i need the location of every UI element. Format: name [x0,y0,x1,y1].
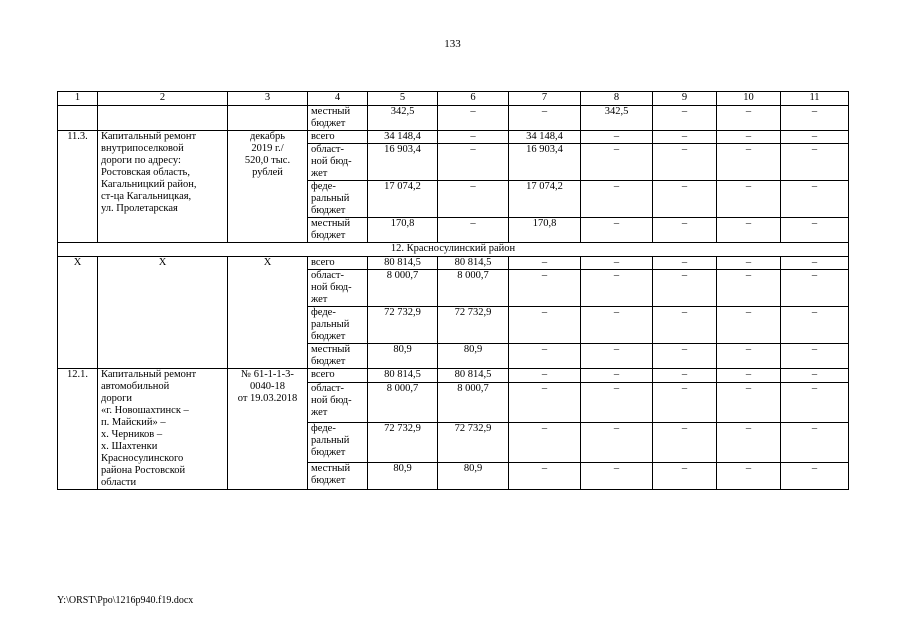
header-row [58,92,849,106]
value-cell: – [509,307,581,344]
header-cell-6: 6 [438,92,509,106]
value-cell: – [653,106,717,131]
value-cell: – [653,369,717,383]
value-cell: – [438,218,509,243]
value-cell: 17 074,2 [368,181,438,218]
file-path-footer: Y:\ORST\Ppo\1216p940.f19.docx [57,595,194,606]
value-cell: – [509,462,581,489]
budget-type-cell: местный бюджет [308,344,368,369]
value-cell: 170,8 [368,218,438,243]
value-cell: – [581,369,653,383]
table-row [58,369,849,383]
value-cell: – [653,270,717,307]
header-cell-8: 8 [581,92,653,106]
value-cell: – [717,131,781,144]
value-cell: 80 814,5 [368,369,438,383]
value-cell: – [717,369,781,383]
value-cell: – [781,307,849,344]
header-cell-2: 2 [98,92,228,106]
value-cell: – [717,181,781,218]
value-cell: – [781,218,849,243]
budget-type-cell: област- ной бюд- жет [308,383,368,423]
budget-type-cell: феде- ральный бюджет [308,181,368,218]
value-cell: – [581,423,653,463]
value-cell: – [717,106,781,131]
value-cell: – [438,131,509,144]
header-cell-9: 9 [653,92,717,106]
value-cell: – [717,218,781,243]
budget-table [57,91,849,490]
value-cell: – [509,106,581,131]
value-cell: – [653,344,717,369]
page-number: 133 [444,38,461,50]
value-cell: – [717,257,781,270]
value-cell: 80 814,5 [438,369,509,383]
value-cell: 16 903,4 [509,144,581,181]
budget-type-cell: местный бюджет [308,462,368,489]
value-cell: – [781,270,849,307]
value-cell: – [717,144,781,181]
item-number-cell: Х [58,257,98,369]
section-title: 12. Красносулинский район [58,243,849,257]
item-name-cell: Капитальный ремонт автомобильной дороги «г. Новошахтинск – п. Майский» – х. Черников – х. Шахтенки Красносулинского района Ростовской области [98,369,228,490]
value-cell: – [581,462,653,489]
value-cell: – [781,369,849,383]
header-cell-10: 10 [717,92,781,106]
value-cell: – [653,218,717,243]
budget-type-cell: всего [308,257,368,270]
value-cell: – [653,131,717,144]
budget-type-cell: всего [308,131,368,144]
header-cell-1: 1 [58,92,98,106]
value-cell: – [781,344,849,369]
value-cell: – [581,307,653,344]
header-cell-3: 3 [228,92,308,106]
value-cell: 80 814,5 [368,257,438,270]
value-cell: 34 148,4 [509,131,581,144]
value-cell: – [781,462,849,489]
value-cell: – [717,344,781,369]
budget-type-cell: всего [308,369,368,383]
value-cell: – [653,423,717,463]
value-cell: 34 148,4 [368,131,438,144]
header-cell-11: 11 [781,92,849,106]
header-cell-4: 4 [308,92,368,106]
table-row [58,257,849,270]
value-cell: – [781,181,849,218]
value-cell: – [717,383,781,423]
value-cell: – [438,181,509,218]
value-cell: – [509,383,581,423]
value-cell: – [717,307,781,344]
value-cell: 72 732,9 [368,307,438,344]
value-cell: – [781,131,849,144]
value-cell: – [717,423,781,463]
header-cell-5: 5 [368,92,438,106]
value-cell: 17 074,2 [509,181,581,218]
value-cell: 8 000,7 [368,383,438,423]
value-cell: 342,5 [368,106,438,131]
budget-type-cell: местный бюджет [308,106,368,131]
item-date-cell: № 61-1-1-3- 0040-18 от 19.03.2018 [228,369,308,490]
table-row [58,131,849,144]
table-row [58,106,849,131]
value-cell: – [653,257,717,270]
value-cell: 80 814,5 [438,257,509,270]
budget-type-cell: местный бюджет [308,218,368,243]
value-cell: – [581,270,653,307]
value-cell: – [509,270,581,307]
value-cell: – [781,257,849,270]
empty-cell [58,106,98,131]
value-cell: – [653,181,717,218]
empty-cell [98,106,228,131]
empty-cell [228,106,308,131]
value-cell: – [581,257,653,270]
value-cell: – [438,106,509,131]
item-date-cell: декабрь 2019 г./ 520,0 тыс. рублей [228,131,308,243]
item-date-cell: Х [228,257,308,369]
value-cell: 8 000,7 [368,270,438,307]
value-cell: – [509,369,581,383]
value-cell: – [438,144,509,181]
value-cell: 80,9 [368,462,438,489]
value-cell: – [509,344,581,369]
value-cell: 72 732,9 [438,423,509,463]
value-cell: – [717,270,781,307]
header-cell-7: 7 [509,92,581,106]
value-cell: 72 732,9 [368,423,438,463]
value-cell: – [581,181,653,218]
value-cell: 80,9 [438,344,509,369]
value-cell: – [581,144,653,181]
item-name-cell: Х [98,257,228,369]
value-cell: – [653,383,717,423]
value-cell: – [781,383,849,423]
budget-type-cell: феде- ральный бюджет [308,423,368,463]
value-cell: – [653,307,717,344]
value-cell: – [581,383,653,423]
item-name-cell: Капитальный ремонт внутрипоселковой дороги по адресу: Ростовская область, Кагальницкий район, ст-ца Кагальницкая, ул. Пролетарская [98,131,228,243]
value-cell: – [781,144,849,181]
value-cell: 8 000,7 [438,383,509,423]
budget-type-cell: феде- ральный бюджет [308,307,368,344]
value-cell: – [581,218,653,243]
value-cell: – [509,257,581,270]
value-cell: – [781,423,849,463]
value-cell: 16 903,4 [368,144,438,181]
value-cell: 170,8 [509,218,581,243]
value-cell: 342,5 [581,106,653,131]
budget-type-cell: област- ной бюд- жет [308,270,368,307]
value-cell: – [581,344,653,369]
value-cell: – [653,144,717,181]
value-cell: – [653,462,717,489]
value-cell: – [781,106,849,131]
value-cell: – [581,131,653,144]
value-cell: 80,9 [368,344,438,369]
value-cell: 8 000,7 [438,270,509,307]
value-cell: – [717,462,781,489]
value-cell: 72 732,9 [438,307,509,344]
value-cell: – [509,423,581,463]
budget-type-cell: област- ной бюд- жет [308,144,368,181]
item-number-cell: 11.3. [58,131,98,243]
item-number-cell: 12.1. [58,369,98,490]
value-cell: 80,9 [438,462,509,489]
section-row [58,243,849,257]
